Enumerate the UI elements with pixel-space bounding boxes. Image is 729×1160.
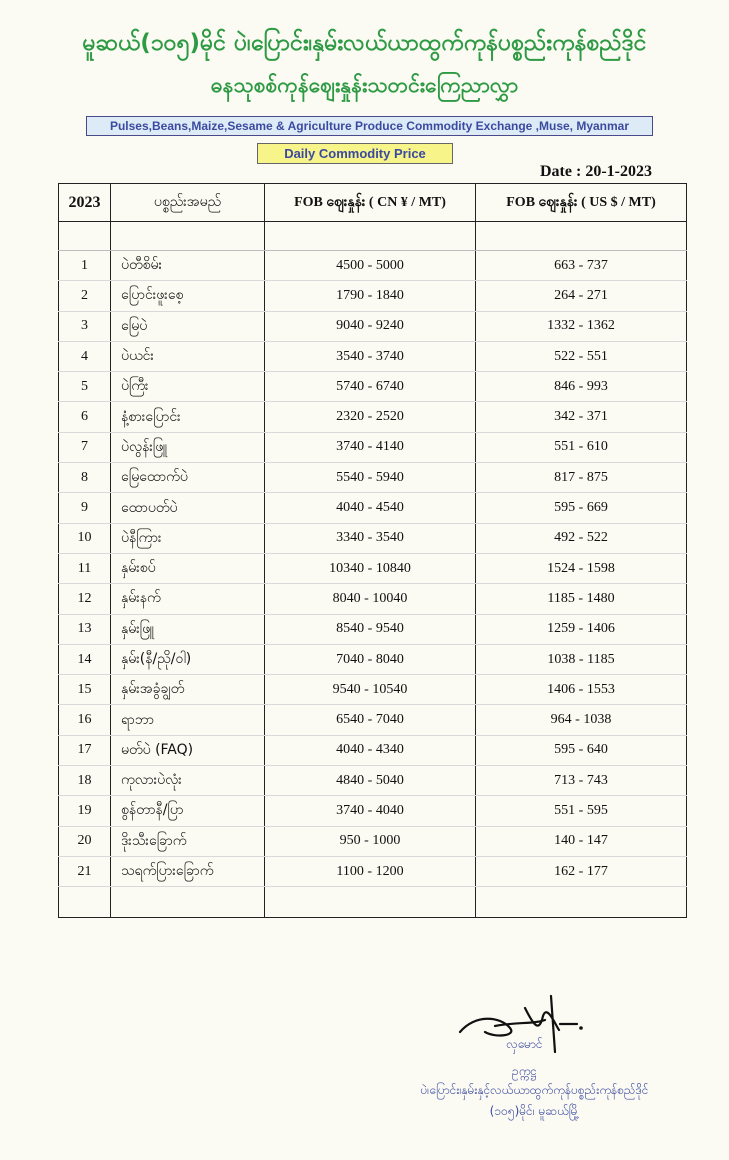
- price-us: 522 - 551: [476, 341, 687, 371]
- date-value: 20-1-2023: [585, 163, 652, 180]
- price-us: 1038 - 1185: [476, 644, 687, 674]
- item-name: ပဲကြီး: [111, 372, 265, 402]
- item-name: ပဲယင်း: [111, 341, 265, 371]
- header-item-name: ပစ္စည်းအမည်: [111, 184, 265, 222]
- price-us: 595 - 669: [476, 493, 687, 523]
- price-cn: 5740 - 6740: [265, 372, 476, 402]
- price-cn: 3740 - 4040: [265, 796, 476, 826]
- blank-cell: [476, 222, 687, 251]
- signatory-org-line-2: (၁၀၅)မိုင်၊ မူဆယ်မြို့: [489, 1104, 580, 1118]
- blank-cell: [59, 887, 111, 918]
- price-cn: 4040 - 4540: [265, 493, 476, 523]
- item-name: နှမ်း(နီ/ညို/ဝါ): [111, 644, 265, 674]
- row-number: 5: [59, 372, 111, 402]
- row-number: 4: [59, 341, 111, 371]
- table-row: [59, 493, 687, 523]
- row-number: 20: [59, 826, 111, 856]
- price-cn: 3740 - 4140: [265, 432, 476, 462]
- price-cn: 8540 - 9540: [265, 614, 476, 644]
- price-us: 1185 - 1480: [476, 584, 687, 614]
- item-name: ကုလားပဲလုံး: [111, 766, 265, 796]
- item-name: မတ်ပဲ (FAQ): [111, 735, 265, 765]
- price-us: 342 - 371: [476, 402, 687, 432]
- table-row: [59, 705, 687, 735]
- blank-row: [59, 887, 687, 918]
- price-cn: 2320 - 2520: [265, 402, 476, 432]
- header-fob-cn: FOB ဈေးနှုန်း ( CN ¥ / MT): [265, 184, 476, 222]
- blank-cell: [111, 222, 265, 251]
- item-name: စွန်တာနီ/ပြာ: [111, 796, 265, 826]
- row-number: 6: [59, 402, 111, 432]
- price-us: 1524 - 1598: [476, 553, 687, 583]
- row-number: 12: [59, 584, 111, 614]
- header-fob-us: FOB ဈေးနှုန်း ( US $ / MT): [476, 184, 687, 222]
- price-cn: 1100 - 1200: [265, 856, 476, 886]
- price-cn: 6540 - 7040: [265, 705, 476, 735]
- blank-row: [59, 222, 687, 251]
- price-us: 264 - 271: [476, 281, 687, 311]
- row-number: 7: [59, 432, 111, 462]
- table-row: [59, 614, 687, 644]
- item-name: ပဲလွန်းဖြူ: [111, 432, 265, 462]
- price-us: 713 - 743: [476, 766, 687, 796]
- row-number: 17: [59, 735, 111, 765]
- table-row: [59, 402, 687, 432]
- price-us: 551 - 610: [476, 432, 687, 462]
- table-row: [59, 735, 687, 765]
- price-cn: 4500 - 5000: [265, 251, 476, 281]
- table-row: [59, 341, 687, 371]
- price-us: 1259 - 1406: [476, 614, 687, 644]
- row-number: 19: [59, 796, 111, 826]
- blank-cell: [59, 222, 111, 251]
- item-name: နှမ်းအခွံချွတ်: [111, 675, 265, 705]
- table-row: [59, 523, 687, 553]
- price-cn: 3340 - 3540: [265, 523, 476, 553]
- table-row: [59, 251, 687, 281]
- table-row: [59, 281, 687, 311]
- price-cn: 1790 - 1840: [265, 281, 476, 311]
- item-name: ပဲနီကြား: [111, 523, 265, 553]
- item-name: နှမ်းဖြူ: [111, 614, 265, 644]
- price-cn: 7040 - 8040: [265, 644, 476, 674]
- table-row: [59, 553, 687, 583]
- table-row: [59, 796, 687, 826]
- title-line-2: ဓနသုစစ်ကုန်ဈေးနှုန်းသတင်းကြေညာလွှာ: [210, 73, 519, 97]
- item-name: သရက်ပြားခြောက်: [111, 856, 265, 886]
- signatory-org-line-1: ပဲ၊ပြောင်း၊နှမ်းနှင့်လယ်ယာထွက်ကုန်ပစ္စည်းကုန်စည်ဒိုင်: [420, 1083, 649, 1097]
- table-row: [59, 766, 687, 796]
- table-row: [59, 372, 687, 402]
- table-row: [59, 584, 687, 614]
- price-us: 140 - 147: [476, 826, 687, 856]
- daily-price-badge: Daily Commodity Price: [257, 143, 453, 164]
- item-name: ရာဘာ: [111, 705, 265, 735]
- price-us: 595 - 640: [476, 735, 687, 765]
- table-row: [59, 463, 687, 493]
- price-us: 1406 - 1553: [476, 675, 687, 705]
- table-header-row: [59, 184, 687, 222]
- signature-block: [340, 990, 729, 1160]
- price-cn: 4840 - 5040: [265, 766, 476, 796]
- price-us: 492 - 522: [476, 523, 687, 553]
- price-us: 663 - 737: [476, 251, 687, 281]
- item-name: ပြောင်းဖူးစေ့: [111, 281, 265, 311]
- date-label: Date :: [540, 163, 582, 180]
- row-number: 11: [59, 553, 111, 583]
- price-cn: 10340 - 10840: [265, 553, 476, 583]
- table-row: [59, 432, 687, 462]
- row-number: 15: [59, 675, 111, 705]
- header-year: 2023: [59, 184, 111, 222]
- table-row: [59, 826, 687, 856]
- price-us: 817 - 875: [476, 463, 687, 493]
- row-number: 18: [59, 766, 111, 796]
- blank-cell: [111, 887, 265, 918]
- price-cn: 3540 - 3740: [265, 341, 476, 371]
- price-us: 1332 - 1362: [476, 311, 687, 341]
- item-name: ထောပတ်ပဲ: [111, 493, 265, 523]
- item-name: နှမ်းစပ်: [111, 553, 265, 583]
- price-table: [58, 183, 687, 918]
- price-cn: 9540 - 10540: [265, 675, 476, 705]
- row-number: 3: [59, 311, 111, 341]
- signatory-title: ဥက္ကဋ္ဌ: [512, 1064, 537, 1078]
- price-cn: 4040 - 4340: [265, 735, 476, 765]
- table-row: [59, 644, 687, 674]
- item-name: ပဲတီစိမ်း: [111, 251, 265, 281]
- price-cn: 950 - 1000: [265, 826, 476, 856]
- table-row: [59, 311, 687, 341]
- signatory-name: လှမောင်: [506, 1037, 543, 1051]
- row-number: 21: [59, 856, 111, 886]
- price-us: 964 - 1038: [476, 705, 687, 735]
- row-number: 10: [59, 523, 111, 553]
- item-name: ဒိုးသီးခြောက်: [111, 826, 265, 856]
- row-number: 14: [59, 644, 111, 674]
- row-number: 13: [59, 614, 111, 644]
- row-number: 16: [59, 705, 111, 735]
- row-number: 8: [59, 463, 111, 493]
- price-us: 846 - 993: [476, 372, 687, 402]
- blank-cell: [265, 222, 476, 251]
- price-us: 162 - 177: [476, 856, 687, 886]
- blank-cell: [265, 887, 476, 918]
- blank-cell: [476, 887, 687, 918]
- item-name: မြေထောက်ပဲ: [111, 463, 265, 493]
- item-name: နှမ်းနက်: [111, 584, 265, 614]
- title-line-1: မူဆယ်(၁၀၅)မိုင် ပဲ၊ပြောင်း၊နှမ်းလယ်ယာထွက်ကုန်ပစ္စည်းကုန်စည်ဒိုင်: [82, 30, 647, 56]
- table-row: [59, 856, 687, 886]
- price-cn: 9040 - 9240: [265, 311, 476, 341]
- price-us: 551 - 595: [476, 796, 687, 826]
- price-cn: 5540 - 5940: [265, 463, 476, 493]
- row-number: 1: [59, 251, 111, 281]
- item-name: မြေပဲ: [111, 311, 265, 341]
- table-row: [59, 675, 687, 705]
- row-number: 2: [59, 281, 111, 311]
- price-cn: 8040 - 10040: [265, 584, 476, 614]
- item-name: နံ့စားပြောင်း: [111, 402, 265, 432]
- date-line: [540, 163, 680, 181]
- row-number: 9: [59, 493, 111, 523]
- english-banner: Pulses,Beans,Maize,Sesame & Agriculture Produce Commodity Exchange ,Muse, Myanmar: [86, 116, 653, 136]
